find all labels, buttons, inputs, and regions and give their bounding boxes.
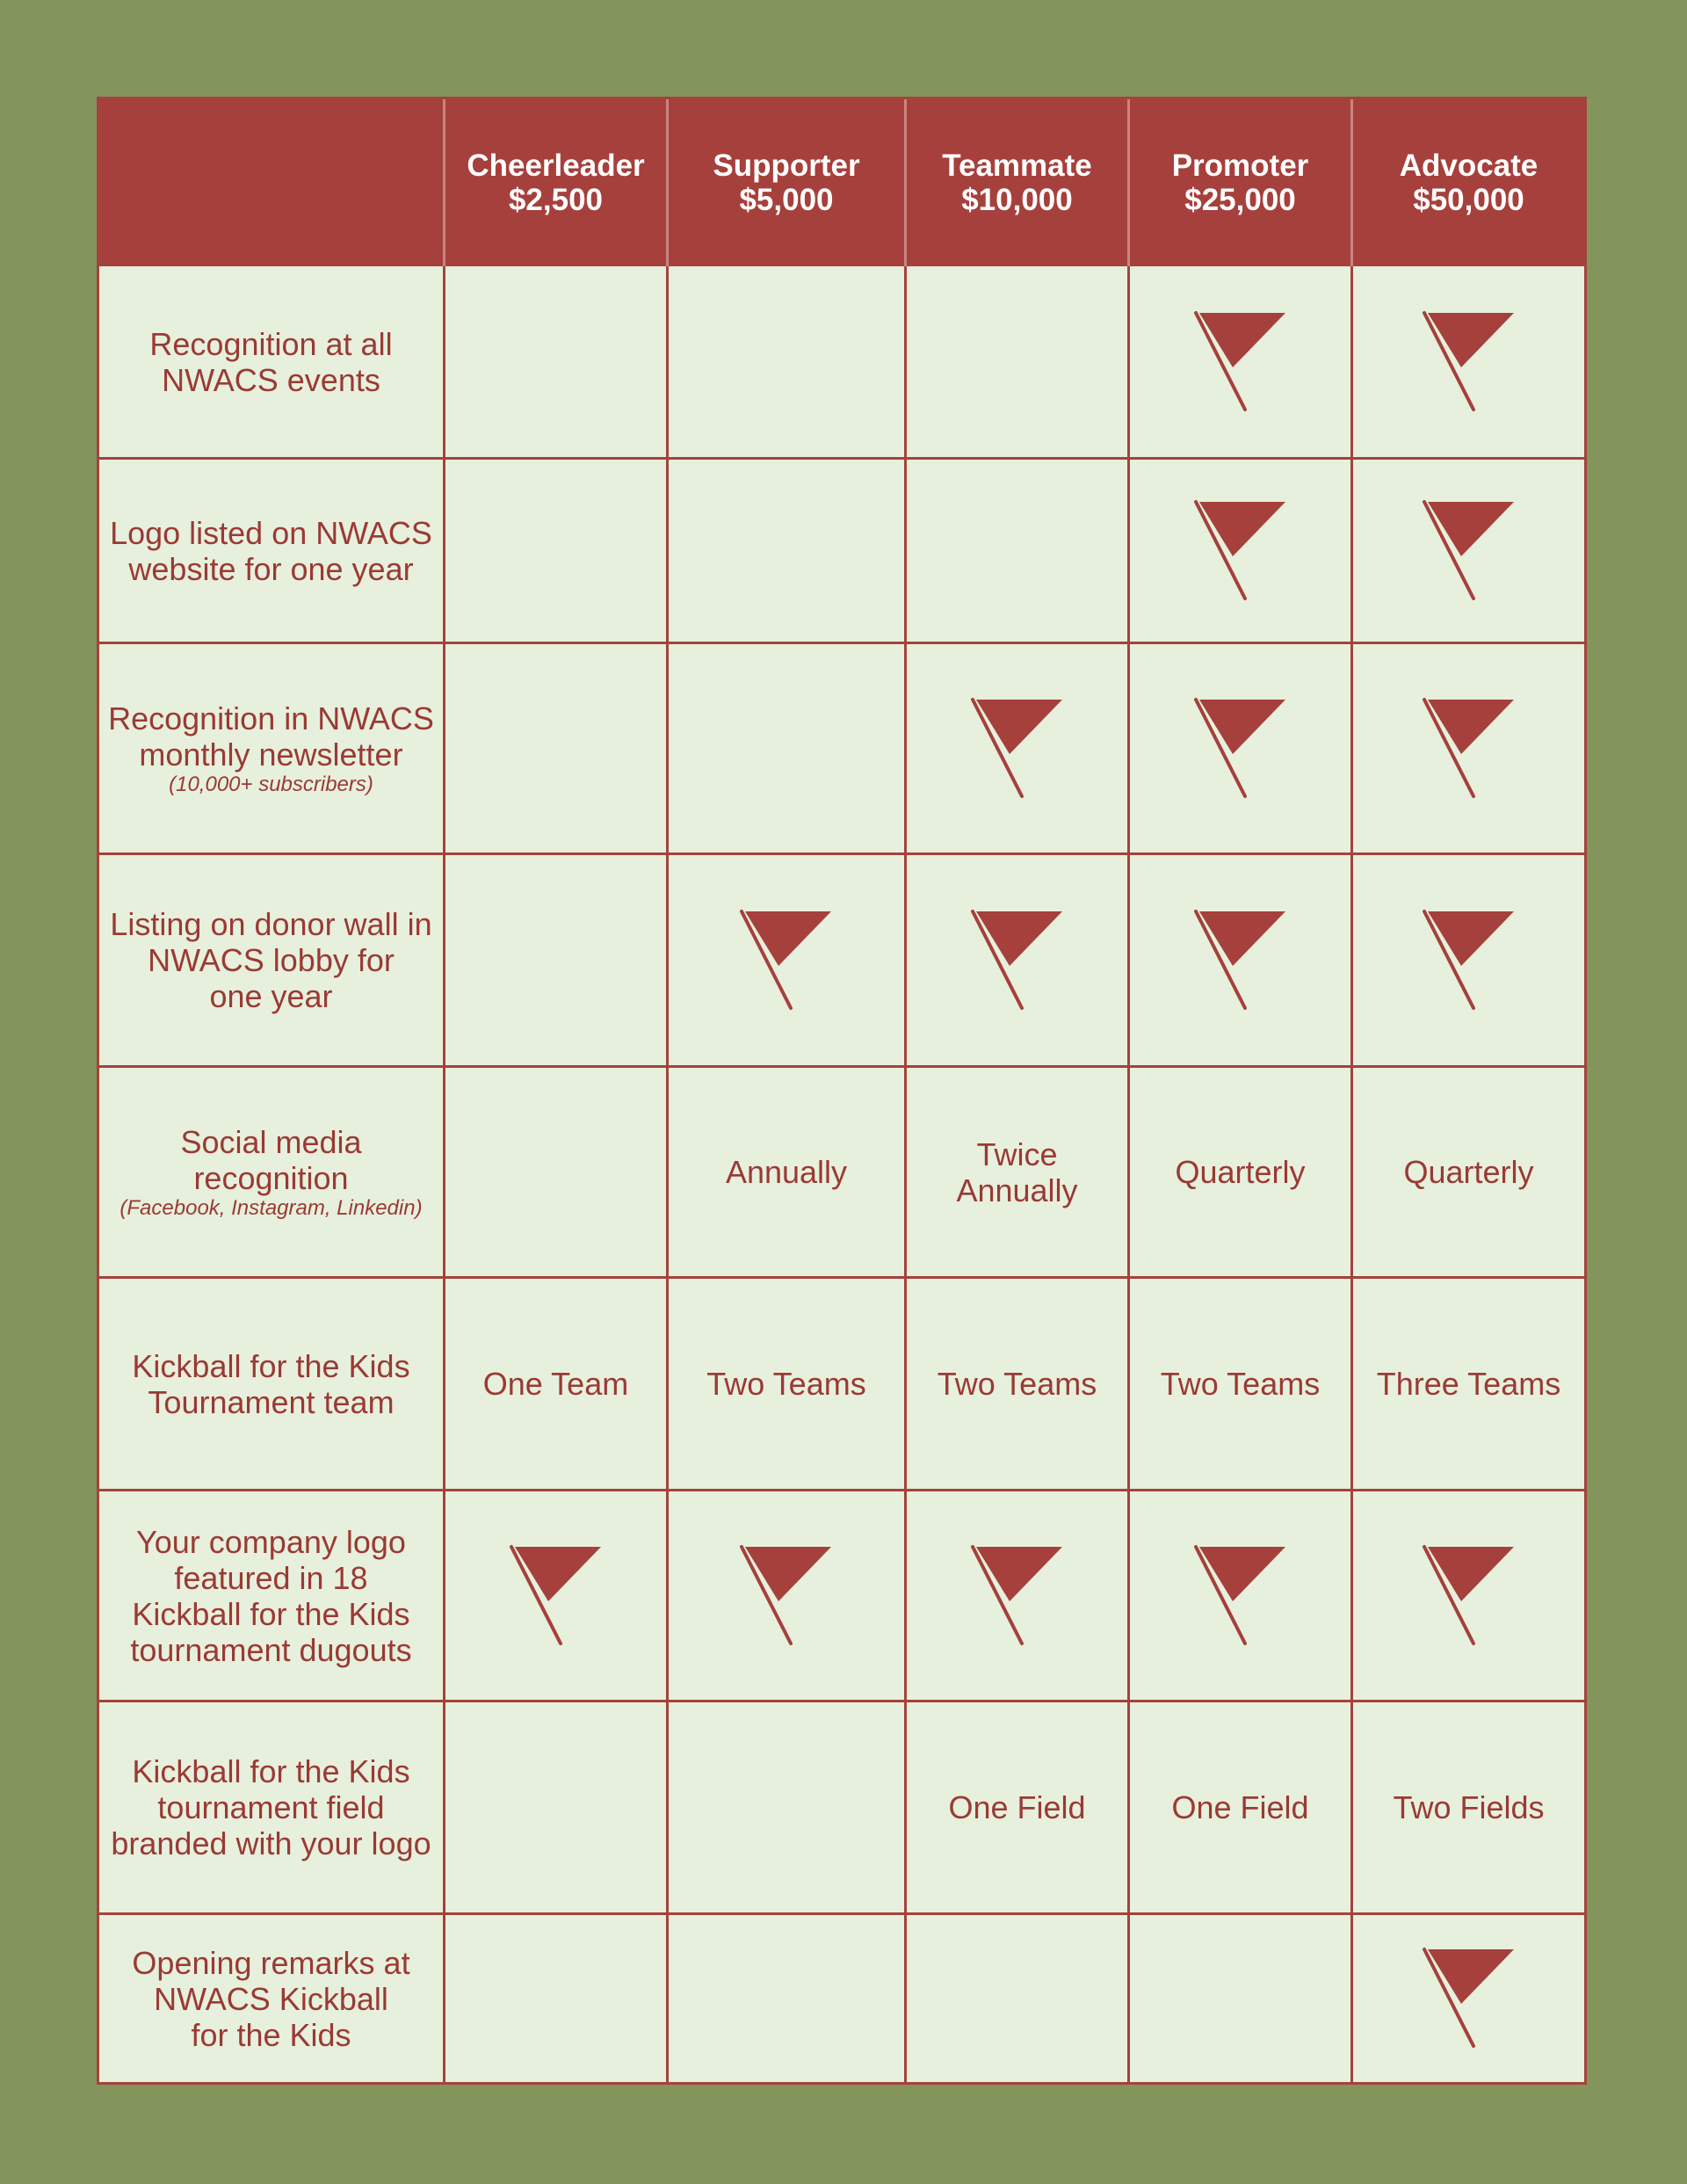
benefit-cell-supporter	[669, 1915, 907, 2082]
tier-header-cheerleader	[445, 99, 669, 266]
header-corner	[99, 99, 445, 266]
benefit-cell-supporter	[669, 1068, 907, 1279]
benefit-cell-promoter	[1130, 1915, 1353, 2082]
tier-header-text	[942, 149, 1092, 217]
benefit-cell-teammate	[907, 460, 1130, 644]
flag-cloth	[1428, 1547, 1514, 1601]
benefit-cell-supporter	[669, 644, 907, 855]
benefit-cell-cheerleader	[445, 1491, 669, 1702]
benefit-value	[1400, 1154, 1537, 1190]
flag-cloth	[1199, 502, 1285, 556]
benefit-value-line: Three Teams	[1376, 1366, 1561, 1402]
flag-icon	[1421, 908, 1517, 1013]
flag-icon	[1192, 498, 1289, 604]
tier-name: Promoter	[1171, 149, 1309, 183]
benefit-label-cell	[99, 1915, 445, 2082]
benefit-value	[1157, 1366, 1323, 1402]
benefit-value	[722, 1154, 851, 1190]
flag-cloth	[1428, 502, 1514, 556]
benefit-cell-advocate	[1353, 1068, 1584, 1279]
benefit-cell-advocate	[1353, 644, 1584, 855]
benefit-value-line: One Field	[1171, 1789, 1309, 1825]
tier-amount: $5,000	[739, 183, 834, 217]
benefit-cell-teammate	[907, 1279, 1130, 1491]
benefit-value	[703, 1366, 869, 1402]
flag-icon	[738, 1543, 835, 1649]
benefit-value-line: Two Teams	[706, 1366, 866, 1402]
benefit-value-line: Two Fields	[1393, 1789, 1545, 1825]
benefit-label-line: Logo listed on NWACS	[110, 514, 432, 551]
flag-icon	[1192, 309, 1289, 415]
tier-header-teammate	[907, 99, 1130, 266]
benefit-value	[1389, 1789, 1547, 1825]
benefit-cell-cheerleader	[445, 1068, 669, 1279]
benefit-note: (10,000+ subscribers)	[169, 772, 373, 796]
tier-name: Cheerleader	[467, 149, 645, 183]
benefit-value-line: Annually	[725, 1154, 848, 1190]
benefit-cell-cheerleader	[445, 266, 669, 460]
benefit-label	[128, 1348, 413, 1420]
flag-cloth	[1199, 313, 1285, 367]
benefit-cell-promoter	[1130, 266, 1353, 460]
benefit-value-line: One Team	[482, 1366, 629, 1402]
flag-icon	[1192, 908, 1289, 1013]
benefit-cell-teammate	[907, 266, 1130, 460]
tier-name: Supporter	[713, 149, 860, 183]
flag-cloth	[745, 911, 831, 966]
tier-header-text	[713, 149, 859, 217]
benefit-cell-supporter	[669, 266, 907, 460]
benefit-value-line: Quarterly	[1403, 1154, 1534, 1190]
benefit-label-line: tournament field	[157, 1789, 385, 1825]
tier-header-advocate	[1353, 99, 1584, 266]
benefit-cell-cheerleader	[445, 460, 669, 644]
tier-name: Teammate	[942, 149, 1092, 183]
tier-header-supporter	[669, 99, 907, 266]
benefit-label-cell	[99, 1491, 445, 1702]
benefit-cell-advocate	[1353, 460, 1584, 644]
benefit-label	[127, 1524, 415, 1668]
tier-amount: $10,000	[961, 183, 1073, 217]
benefit-label	[128, 1945, 413, 2053]
flag-icon	[508, 1543, 605, 1649]
flag-cloth	[1428, 700, 1514, 754]
benefit-value-line: Two Teams	[1160, 1366, 1321, 1402]
benefit-label-line: tournament dugouts	[130, 1631, 412, 1668]
benefit-label-cell	[99, 1702, 445, 1915]
benefit-label	[105, 700, 438, 797]
benefit-cell-advocate	[1353, 1279, 1584, 1491]
benefit-value-line: One Field	[948, 1789, 1086, 1825]
benefit-value-line: Twice	[976, 1136, 1058, 1172]
benefit-cell-teammate	[907, 1915, 1130, 2082]
benefit-value	[952, 1136, 1081, 1208]
benefit-cell-cheerleader	[445, 1915, 669, 2082]
benefit-cell-promoter	[1130, 644, 1353, 855]
benefit-cell-cheerleader	[445, 644, 669, 855]
benefit-label-line: Your company logo	[136, 1523, 406, 1560]
benefit-label-line: Kickball for the Kids	[132, 1595, 410, 1632]
benefit-cell-promoter	[1130, 460, 1353, 644]
benefit-cell-promoter	[1130, 1068, 1353, 1279]
benefit-cell-supporter	[669, 460, 907, 644]
benefit-label	[106, 906, 435, 1014]
flag-icon	[1421, 498, 1517, 604]
benefit-label-line: Social media recognition	[180, 1123, 362, 1196]
benefit-cell-supporter	[669, 1491, 907, 1702]
benefit-label-cell	[99, 266, 445, 460]
benefit-label-cell	[99, 460, 445, 644]
benefit-value-line: Annually	[956, 1172, 1078, 1208]
tier-header-promoter	[1130, 99, 1353, 266]
flag-cloth	[745, 1547, 831, 1601]
benefit-label	[106, 515, 436, 587]
flag-cloth	[1199, 911, 1285, 966]
flag-icon	[1421, 1946, 1517, 2051]
flag-cloth	[1199, 1547, 1285, 1601]
benefit-label-line: NWACS lobby for	[148, 942, 395, 978]
benefit-value-line: Two Teams	[937, 1366, 1097, 1402]
benefit-label-line: Opening remarks at	[132, 1944, 410, 1981]
benefit-cell-promoter	[1130, 855, 1353, 1068]
sponsorship-benefits-table	[97, 97, 1587, 2085]
tier-header-text	[1400, 149, 1539, 217]
benefit-cell-promoter	[1130, 1702, 1353, 1915]
tier-header-text	[467, 149, 644, 217]
flag-cloth	[515, 1547, 601, 1601]
benefit-cell-teammate	[907, 1491, 1130, 1702]
benefit-value	[934, 1366, 1100, 1402]
benefit-value	[1373, 1366, 1564, 1402]
benefit-label-line: Kickball for the Kids	[132, 1753, 410, 1789]
benefit-label-line: for the Kids	[191, 2016, 351, 2053]
tier-amount: $2,500	[508, 183, 604, 217]
flag-icon	[1192, 1543, 1289, 1649]
benefit-cell-cheerleader	[445, 1702, 669, 1915]
benefit-value	[480, 1366, 632, 1402]
flag-icon	[969, 696, 1066, 802]
benefit-cell-advocate	[1353, 1491, 1584, 1702]
flag-cloth	[976, 700, 1062, 754]
benefit-label-line: Kickball for the Kids	[132, 1347, 410, 1384]
benefit-cell-supporter	[669, 1702, 907, 1915]
tier-amount: $25,000	[1184, 183, 1296, 217]
benefit-label-cell	[99, 855, 445, 1068]
tier-header-text	[1172, 149, 1309, 217]
benefit-label-line: one year	[209, 978, 333, 1014]
benefit-cell-advocate	[1353, 1915, 1584, 2082]
benefit-value-line: Quarterly	[1175, 1154, 1306, 1190]
flag-icon	[1421, 1543, 1517, 1649]
flag-cloth	[1428, 313, 1514, 367]
benefit-cell-teammate	[907, 1702, 1130, 1915]
flag-icon	[969, 908, 1066, 1013]
flag-cloth	[976, 1547, 1062, 1601]
benefit-value	[1168, 1789, 1312, 1825]
benefit-label	[105, 1124, 438, 1221]
benefit-cell-promoter	[1130, 1491, 1353, 1702]
flag-icon	[738, 908, 835, 1013]
benefit-cell-teammate	[907, 855, 1130, 1068]
benefit-label	[107, 1753, 434, 1861]
flag-icon	[1421, 696, 1517, 802]
benefit-value	[1171, 1154, 1308, 1190]
flag-cloth	[1428, 1949, 1514, 2004]
benefit-label	[146, 326, 395, 398]
flag-cloth	[1428, 911, 1514, 966]
benefit-cell-teammate	[907, 644, 1130, 855]
benefit-cell-supporter	[669, 855, 907, 1068]
benefit-value	[945, 1789, 1089, 1825]
benefit-cell-teammate	[907, 1068, 1130, 1279]
benefit-cell-advocate	[1353, 1702, 1584, 1915]
benefit-cell-promoter	[1130, 1279, 1353, 1491]
flag-cloth	[1199, 700, 1285, 754]
benefit-cell-supporter	[669, 1279, 907, 1491]
benefit-label-line: Tournament team	[148, 1383, 395, 1420]
benefit-label-line: Listing on donor wall in	[110, 906, 432, 942]
tier-amount: $50,000	[1413, 183, 1524, 217]
flag-icon	[969, 1543, 1066, 1649]
benefit-label-line: monthly newsletter	[139, 736, 403, 773]
benefit-label-line: branded with your logo	[111, 1825, 431, 1861]
benefit-label-cell	[99, 644, 445, 855]
tier-name: Advocate	[1399, 149, 1539, 183]
benefit-label-cell	[99, 1068, 445, 1279]
benefit-label-line: featured in 18	[174, 1559, 368, 1596]
flag-icon	[1421, 309, 1517, 415]
benefit-cell-cheerleader	[445, 1279, 669, 1491]
benefit-cell-advocate	[1353, 855, 1584, 1068]
benefit-note: (Facebook, Instagram, Linkedin)	[119, 1195, 423, 1220]
benefit-label-line: Recognition at all	[149, 325, 393, 362]
flag-cloth	[976, 911, 1062, 966]
benefit-cell-advocate	[1353, 266, 1584, 460]
benefit-cell-cheerleader	[445, 855, 669, 1068]
benefit-label-line: NWACS Kickball	[154, 1980, 388, 2017]
flag-icon	[1192, 696, 1289, 802]
benefit-label-line: NWACS events	[162, 361, 380, 398]
benefit-label-cell	[99, 1279, 445, 1491]
benefit-label-line: website for one year	[128, 550, 414, 587]
benefit-label-line: Recognition in NWACS	[108, 700, 434, 736]
